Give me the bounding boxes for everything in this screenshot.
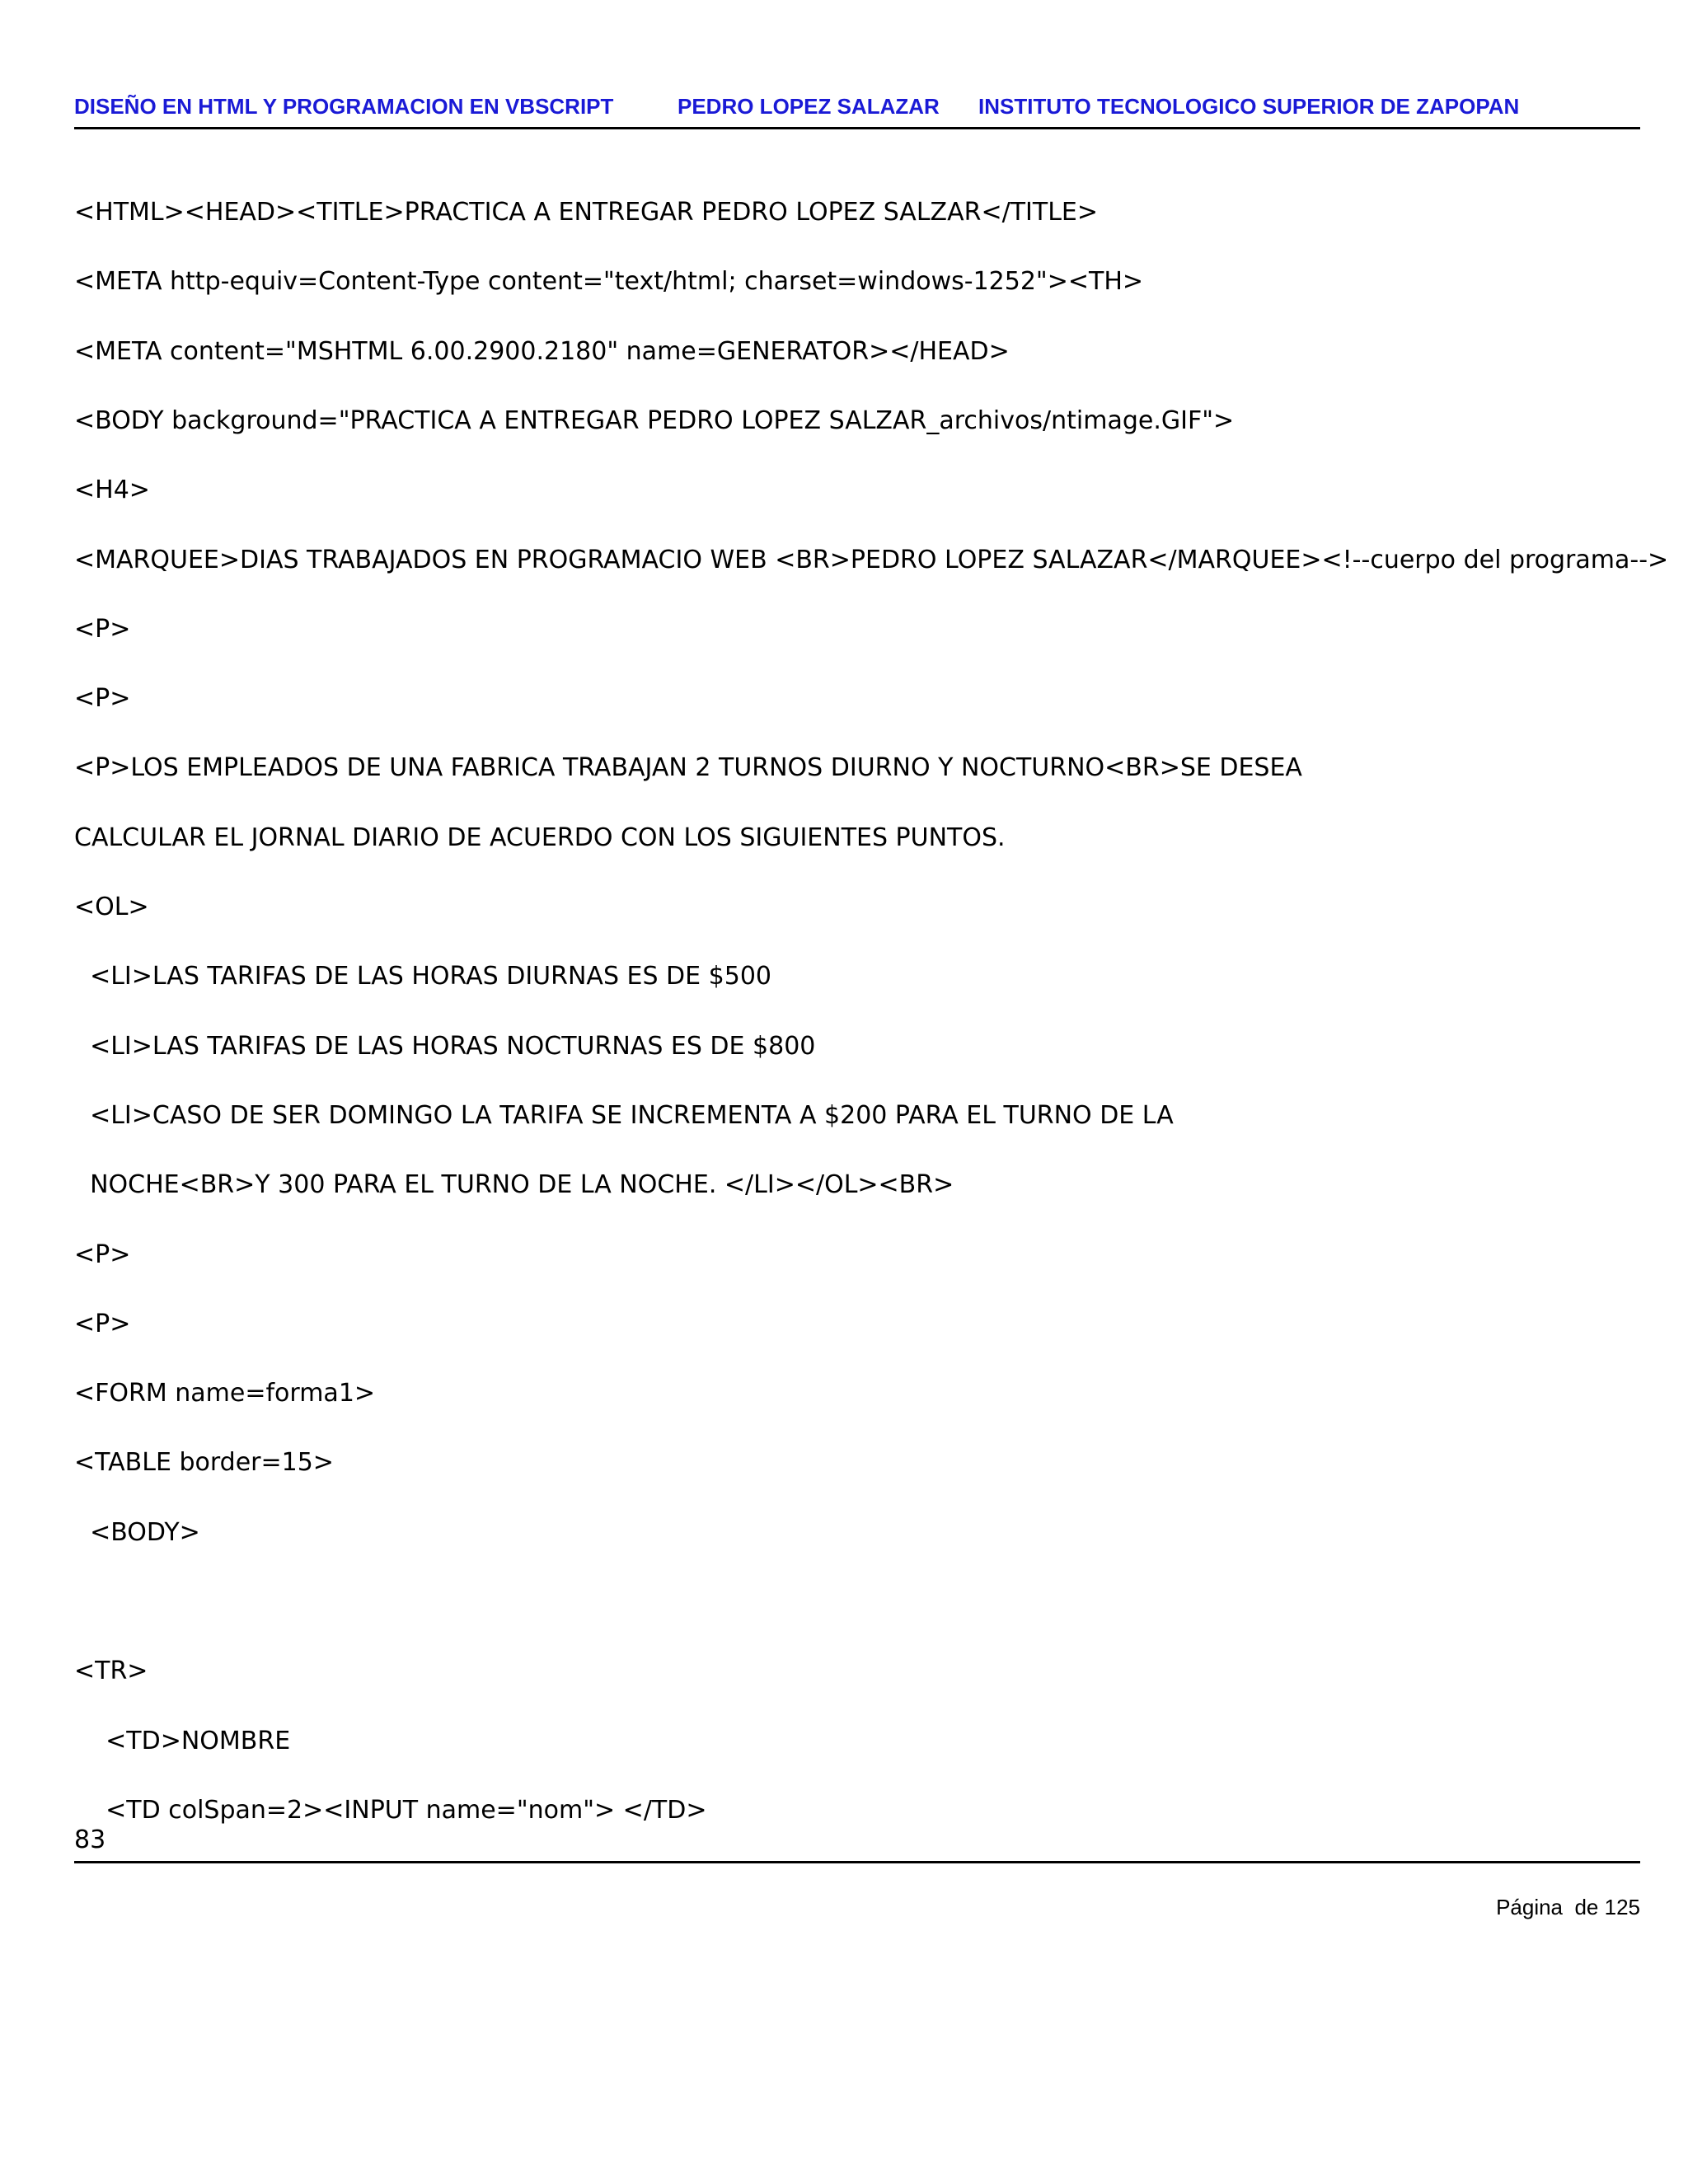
- code-line: <META content="MSHTML 6.00.2900.2180" name=GENERATOR></HEAD>: [74, 337, 1010, 366]
- code-line: <P>LOS EMPLEADOS DE UNA FABRICA TRABAJAN 2 TURNOS DIURNO Y NOCTURNO<BR>SE DESEA: [74, 753, 1302, 782]
- header-institution: INSTITUTO TECNOLOGICO SUPERIOR DE ZAPOPAN: [978, 94, 1520, 119]
- code-line: <P>: [74, 1240, 131, 1269]
- code-line: <OL>: [74, 893, 149, 921]
- code-line: <HTML><HEAD><TITLE>PRACTICA A ENTREGAR PEDRO LOPEZ SALZAR</TITLE>: [74, 198, 1099, 227]
- code-line: <P>: [74, 1310, 131, 1338]
- code-line: <BODY>: [74, 1518, 200, 1547]
- code-line: <BODY background="PRACTICA A ENTREGAR PEDRO LOPEZ SALZAR_archivos/ntimage.GIF">: [74, 406, 1235, 435]
- code-line: <P>: [74, 684, 131, 713]
- page-footer: Página de 125: [1496, 1895, 1640, 1919]
- code-line: <H4>: [74, 476, 150, 504]
- footer-divider: [74, 1861, 1640, 1863]
- code-line: NOCHE<BR>Y 300 PARA EL TURNO DE LA NOCHE. </LI></OL><BR>: [74, 1170, 954, 1199]
- header-author: PEDRO LOPEZ SALAZAR: [678, 94, 940, 119]
- code-line: <META http-equiv=Content-Type content="text/html; charset=windows-1252"><TH>: [74, 267, 1144, 296]
- header-course-title: DISEÑO EN HTML Y PROGRAMACION EN VBSCRIPT: [74, 94, 614, 119]
- code-line: <LI>LAS TARIFAS DE LAS HORAS DIURNAS ES DE $500: [74, 962, 771, 991]
- code-line: <TABLE border=15>: [74, 1448, 334, 1477]
- code-line: CALCULAR EL JORNAL DIARIO DE ACUERDO CON LOS SIGUIENTES PUNTOS.: [74, 823, 1006, 852]
- page-header: [74, 94, 1640, 129]
- code-line: <LI>LAS TARIFAS DE LAS HORAS NOCTURNAS ES DE $800: [74, 1032, 816, 1061]
- code-line: <MARQUEE>DIAS TRABAJADOS EN PROGRAMACIO WEB <BR>PEDRO LOPEZ SALAZAR</MARQUEE><!--cuerpo del programa-->: [74, 546, 1669, 574]
- code-line: <TD colSpan=2><INPUT name="nom"> </TD>: [74, 1796, 707, 1825]
- code-line: <TD>NOMBRE: [74, 1727, 291, 1755]
- page-number: 83: [74, 1825, 106, 1854]
- code-line: <LI>CASO DE SER DOMINGO LA TARIFA SE INCREMENTA A $200 PARA EL TURNO DE LA: [74, 1101, 1174, 1130]
- code-line: <FORM name=forma1>: [74, 1379, 376, 1408]
- code-line: <TR>: [74, 1657, 148, 1685]
- code-line: <P>: [74, 615, 131, 644]
